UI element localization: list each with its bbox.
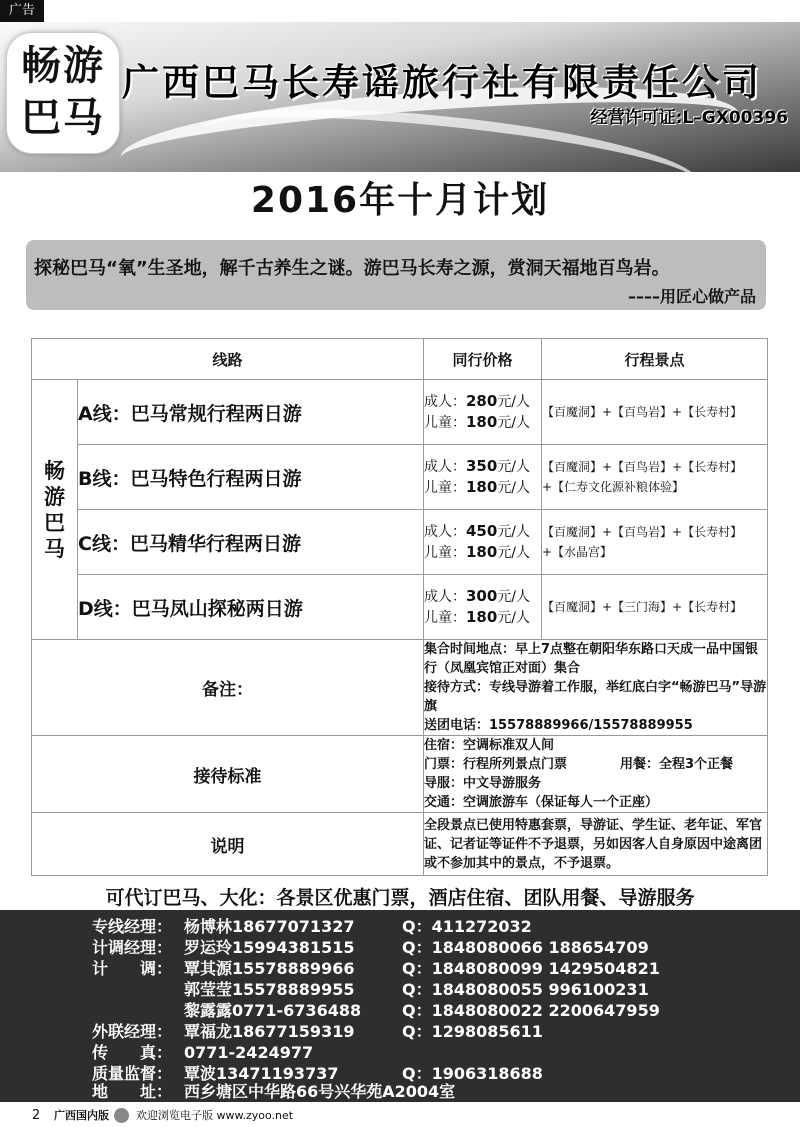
slogan-box xyxy=(26,240,766,310)
spots-b: 【百魔洞】+【百鸟岩】+【长寿村】 +【仁寿文化源补粮体验】 xyxy=(542,445,768,510)
services-line: 可代订巴马、大化：各景区优惠门票，酒店住宿、团队用餐、导游服务 xyxy=(105,887,695,909)
route-c: C线：巴马精华行程两日游 xyxy=(78,510,424,575)
standard-label: 接待标准 xyxy=(32,736,424,813)
brand-logo xyxy=(6,32,120,154)
notes-label: 备注： xyxy=(32,640,424,736)
website-note: 欢迎浏览电子版 www.zyoo.net xyxy=(136,1109,294,1122)
itinerary-table xyxy=(31,338,768,876)
contact-row: 外联经理： 覃福龙18677159319 Q：1298085611 xyxy=(92,1022,543,1041)
route-d: D线：巴马凤山探秘两日游 xyxy=(78,575,424,640)
standard-content: 住宿：空调标准双人间门票：行程所列景点门票 用餐：全程3个正餐 导服：中文导游服务交通：空调旅游车（保证每人一个正座） xyxy=(424,736,768,813)
spots-a: 【百魔洞】+【百鸟岩】+【长寿村】 xyxy=(542,380,768,445)
price-a: 成人：280元/人 儿童：180元/人 xyxy=(424,380,542,445)
edition-label: 广西国内版 xyxy=(54,1109,109,1122)
price-b: 成人：350元/人 儿童：180元/人 xyxy=(424,445,542,510)
group-label: 畅 游 巴 马 xyxy=(32,380,78,640)
contact-row: 地 址： 西乡塘区中华路66号兴华苑A2004室 xyxy=(92,1082,456,1101)
header-spots: 行程景点 xyxy=(542,339,768,380)
contact-row: 质量监督： 覃波13471193737 Q：1906318688 xyxy=(92,1064,543,1083)
route-a: A线：巴马常规行程两日游 xyxy=(78,380,424,445)
contacts-panel xyxy=(0,910,800,1102)
contact-row: 郭莹莹15578889955 Q：1848080055 996100231 xyxy=(184,980,649,999)
header-price: 同行价格 xyxy=(424,339,542,380)
page-number: 2 xyxy=(32,1108,41,1123)
slogan-signature: ––––用匠心做产品 xyxy=(627,287,756,306)
price-d: 成人：300元/人 儿童：180元/人 xyxy=(424,575,542,640)
notes-content: 集合时间地点：早上7点整在朝阳华东路口天成一品中国银行（凤凰宾馆正对面）集合 接待方式：专线导游着工作服，举红底白字“畅游巴马”导游旗 送团电话：15578889966/15578889955 xyxy=(424,640,768,736)
contact-row: 计 调： 覃其源15578889966 Q：1848080099 1429504821 xyxy=(92,959,660,978)
ad-tag: 广告 xyxy=(0,0,44,22)
company-name: 广西巴马长寿谣旅行社有限责任公司 xyxy=(122,61,762,104)
header-route: 线路 xyxy=(32,339,424,380)
plan-title: 2016年十月计划 xyxy=(250,180,550,221)
contact-row: 计调经理： 罗运玲15994381515 Q：1848080066 188654709 xyxy=(92,938,649,957)
slogan-text: 探秘巴马“氧”生圣地，解千古养生之谜。游巴马长寿之源，赏洞天福地百鸟岩。 xyxy=(34,258,670,279)
spots-c: 【百魔洞】+【百鸟岩】+【长寿村】 +【水晶宫】 xyxy=(542,510,768,575)
license-number: 经营许可证:L–GX00396 xyxy=(590,108,788,128)
contact-row: 黎露露0771-6736488 Q：1848080022 2200647959 xyxy=(184,1001,660,1020)
logo-text-line2: 巴马 xyxy=(21,95,105,141)
emblem-icon xyxy=(114,1108,129,1123)
price-c: 成人：450元/人 儿童：180元/人 xyxy=(424,510,542,575)
route-b: B线：巴马特色行程两日游 xyxy=(78,445,424,510)
contact-row: 专线经理： 杨博林18677071327 Q：411272032 xyxy=(92,917,532,936)
spots-d: 【百魔洞】+【三门海】+【长寿村】 xyxy=(542,575,768,640)
contact-row: 传 真： 0771-2424977 xyxy=(92,1043,314,1062)
explain-label: 说明 xyxy=(32,813,424,876)
explain-content: 全段景点已使用特惠套票，导游证、学生证、老年证、军官证、记者证等证件不予退票，另如因客人自身原因中途离团或不参加其中的景点，不予退票。 xyxy=(424,813,768,876)
logo-text-line1: 畅游 xyxy=(21,43,105,89)
page-footer xyxy=(0,1104,800,1127)
